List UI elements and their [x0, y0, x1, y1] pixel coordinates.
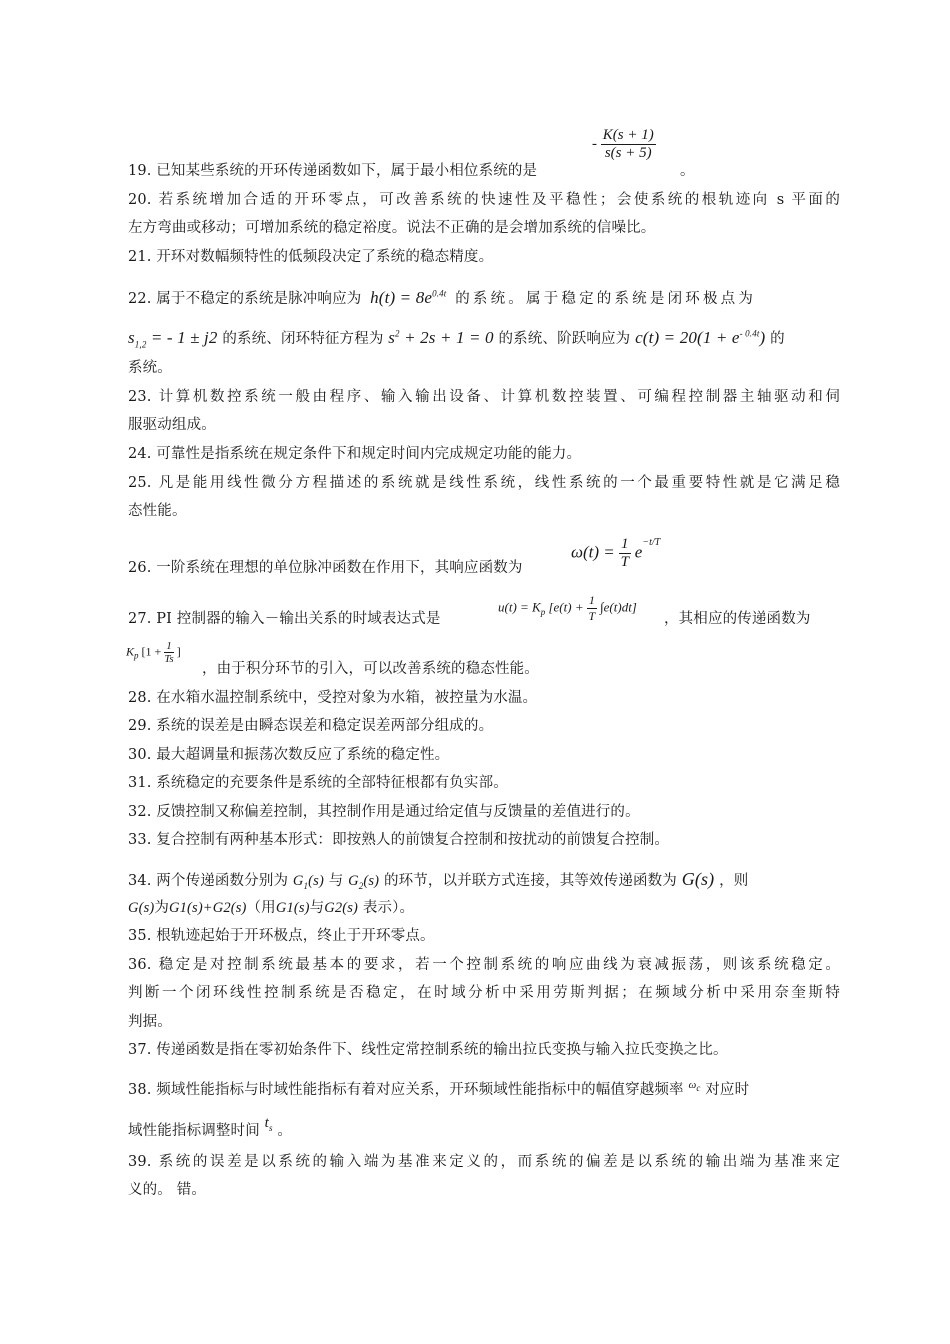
q38-line-2: 域性能指标调整时间 $t_s$ 。: [128, 1115, 293, 1139]
q36-line-2: 判断一个闭环线性控制系统是否稳定，在时域分析中采用劳斯判据；在频域分析中采用奈奎斯特: [128, 985, 840, 1001]
q28-line: 28. 在水箱水温控制系统中，受控对象为水箱，被控量为水温。: [128, 690, 538, 706]
q23-line-1: 23. 计算机数控系统一般由程序、输入输出设备、计算机数控装置、可编程控制器主轴驱动和伺: [128, 389, 840, 405]
q37-line: 37. 传递函数是指在零初始条件下、线性定常控制系统的输出拉氏变换与输入拉氏变换之比。: [128, 1042, 728, 1058]
q21-line: 21. 开环对数幅频特性的低频段决定了系统的稳态精度。: [128, 249, 494, 265]
q25-line-1: 25. 凡是能用线性微分方程描述的系统就是线性系统，线性系统的一个最重要特性就是它满足稳: [128, 475, 840, 491]
q22-pole-formula: $s_{1,2}$ = - 1 ± j2: [128, 328, 218, 350]
q23-line-2: 服驱动组成。: [128, 417, 216, 433]
q22-step-formula: $c(t) = 20(1 + e^{- 0.4t})$: [635, 328, 766, 347]
minus-sign: -: [592, 135, 597, 152]
q22-line-3: 系统。: [128, 360, 172, 376]
q30-line: 30. 最大超调量和振荡次数反应了系统的稳定性。: [128, 747, 450, 763]
q36-line-1: 36. 稳定是对控制系统最基本的要求，若一个控制系统的响应曲线为衰减振荡，则该系统稳定。: [128, 957, 840, 973]
q31-line: 31. 系统稳定的充要条件是系统的全部特征根都有负实部。: [128, 775, 508, 791]
q26-line: 26. 一阶系统在理想的单位脉冲函数在作用下，其响应函数为: [128, 560, 523, 576]
q19-line: 19. 已知某些系统的开环传递函数如下，属于最小相位系统的是 。: [128, 163, 695, 179]
q34-line-1: 34. 两个传递函数分别为 $G_1(s)$ 与 $G_2(s)$ 的环节，以并联方式连接，其等效传递函数为 G(s) ，则: [128, 869, 749, 891]
q20-line-2: 左方弯曲或移动；可增加系统的稳定裕度。说法不正确的是会增加系统的信噪比。: [128, 220, 656, 236]
q33-line: 33. 复合控制有两种基本形式：即按熟人的前馈复合控制和按扰动的前馈复合控制。: [128, 832, 670, 848]
q22-line-2: $s_{1,2}$ = - 1 ± j2 的系统、闭环特征方程为 $s^2 + 2s + 1 = 0$ 的系统、阶跃响应为 $c(t) = 20(1 + e^{- 0.4t})$ 的: [128, 328, 785, 350]
q26-formula: ω(t) = $\frac{1}{T}$ $e^{-t/T}$: [571, 536, 661, 570]
equivalent-g-formula: G(s): [681, 869, 715, 889]
q32-line: 32. 反馈控制又称偏差控制，其控制作用是通过给定值与反馈量的差值进行的。: [128, 804, 640, 820]
q39-line-1: 39. 系统的误差是以系统的输入端为基准来定义的，而系统的偏差是以系统的输出端为基准来定: [128, 1154, 840, 1170]
q39-line-2: 义的。 错。: [128, 1182, 207, 1198]
q24-line: 24. 可靠性是指系统在规定条件下和规定时间内完成规定功能的能力。: [128, 446, 582, 462]
q22-impulse-formula: $h(t) = 8e^{0.4t}$: [370, 288, 447, 307]
q27-time-formula: $u(t) = K_p$ [e(t) + $\frac{1}{T}$ ∫e(t)dt]: [498, 593, 637, 623]
q20-line-1: 20. 若系统增加合适的开环零点，可改善系统的快速性及平稳性；会使系统的根轨迹向 s 平面的: [128, 192, 840, 208]
crossover-frequency-symbol: ωc: [688, 1079, 701, 1094]
q25-line-2: 态性能。: [128, 503, 187, 519]
document-page: - $\frac{K(s + 1)}{s(s + 5)}$ 19. 已知某些系统的开环传递函数如下，属于最小相位系统的是 。 20. 若系统增加合适的开环零点，可改善系统的快速性及平稳性；会使系统的根轨迹向 s 平面的 左方弯曲或移动；可增加系统的稳定裕度。说法不正确的是会增加系统的信噪比。 21. 开环对数幅频特性的低频段决定了系统的稳态精度。 22. 属于不稳定的系统是脉冲响应为 $h(t) = 8e^{0.4t}$ 的系统。属于稳定的系统是闭环极点为 $s_{1,2}$ = - 1 ± j2 的系统、闭环特征方程为 $s^2 + 2s + 1 = 0$ 的系统、阶跃响应为 $c(t) = 20(1 + e^{- 0.4t})$ 的 系统。 23. 计算机数控系统一般由程序、输入输出设备、计算机数控装置、可编程控制器主轴驱动和伺 服驱动组成。 24. 可靠性是指系统在规定条件下和规定时间内完成规定功能的能力。 25. 凡是能用线性微分方程描述的系统就是线性系统，线性系统的一个最重要特性就是它满足稳 态性能。 26. 一阶系统在理想的单位脉冲函数在作用下，其响应函数为 ω(t) = $\frac{1}{T}$ $e^{-t/T}$ 27. PI 控制器的输入－输出关系的时域表达式是 ，其相应的传递函数为 $u(t) = K_p$ [e(t) + $\frac{1}{T}$ ∫e(t)dt] $K_p$ [1 + $\frac{1}{Ts}$ ] ，由于积分环节的引入，可以改善系统的稳态性能。 28. 在水箱水温控制系统中，受控对象为水箱，被控量为水温。 29. 系统的误差是由瞬态误差和稳定误差两部分组成的。 30. 最大超调量和振荡次数反应了系统的稳定性。 31. 系统稳定的充要条件是系统的全部特征根都有负实部。 32. 反馈控制又称偏差控制，其控制作用是通过给定值与反馈量的差值进行的。 33. 复合控制有两种基本形式：即按熟人的前馈复合控制和按扰动的前馈复合控制。 34. 两个传递函数分别为 $G_1(s)$ 与 $G_2(s)$ 的环节，以并联方式连接，其等效传递函数为 G(s) ，则 G(s)为G1(s)+G2(s)（用G1(s)与G2(s) 表示）。 35. 根轨迹起始于开环极点，终止于开环零点。 36. 稳定是对控制系统最基本的要求，若一个控制系统的响应曲线为衰减振荡，则该系统稳定。 判断一个闭环线性控制系统是否稳定，在时域分析中采用劳斯判据；在频域分析中采用奈奎斯特 判据。 37. 传递函数是指在零初始条件下、线性定常控制系统的输出拉氏变换与输入拉氏变换之比。 38. 频域性能指标与时域性能指标有着对应关系，开环频域性能指标中的幅值穿越频率 $^{\omega_c}$ 对应时 域性能指标调整时间 $t_s$ 。 39. 系统的误差是以系统的输入端为基准来定义的，而系统的偏差是以系统的输出端为基准来定 义的。 错。: [126, 127, 840, 1198]
q29-line: 29. 系统的误差是由瞬态误差和稳定误差两部分组成的。: [128, 718, 494, 734]
q19-formula: [592, 127, 656, 162]
q38-line-1: 38. 频域性能指标与时域性能指标有着对应关系，开环频域性能指标中的幅值穿越频率 $^{\omega_c}$ 对应时: [128, 1079, 750, 1098]
settling-time-symbol: $t_s$: [264, 1115, 273, 1133]
q35-line: 35. 根轨迹起始于开环极点，终止于开环零点。: [128, 928, 435, 944]
q22-line-1: 22. 属于不稳定的系统是脉冲响应为 $h(t) = 8e^{0.4t}$ 的系统。属于稳定的系统是闭环极点为: [128, 288, 757, 307]
g1-formula: $G_1(s)$: [292, 873, 324, 891]
g2-formula: $G_2(s)$: [348, 873, 380, 891]
q27-line-1: 27. PI 控制器的输入－输出关系的时域表达式是 ，其相应的传递函数为: [128, 611, 811, 627]
q19-fraction: $\frac{K(s + 1)}{s(s + 5)}$: [602, 127, 654, 161]
q22-char-eq-formula: $s^2 + 2s + 1 = 0$: [388, 328, 494, 347]
q27-transfer-formula: $K_p$ [1 + $\frac{1}{Ts}$ ]: [126, 640, 181, 665]
q34-line-2: G(s)为G1(s)+G2(s)（用G1(s)与G2(s) 表示）。: [128, 900, 415, 916]
q36-line-3: 判据。: [128, 1014, 172, 1030]
